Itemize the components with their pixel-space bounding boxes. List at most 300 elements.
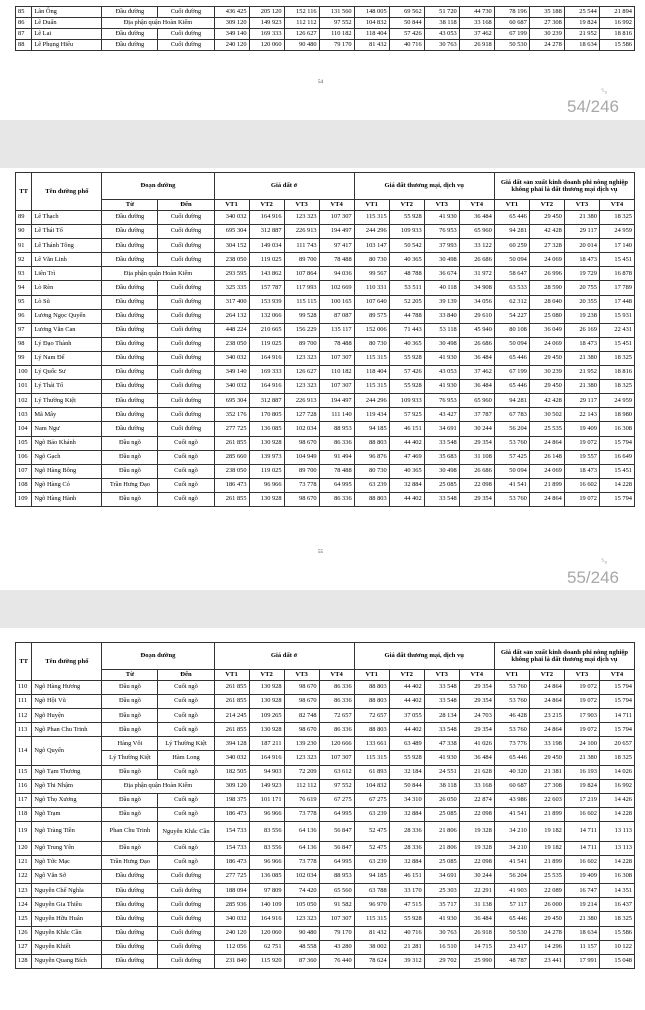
cell-tt: 120 [16,841,32,855]
cell-price: 40 118 [424,281,459,295]
cell-price: 52 205 [389,295,424,309]
cell-price: 169 333 [249,29,284,40]
cell-price: 24 069 [529,253,564,267]
cell-price: 21 380 [564,351,599,365]
cell-price: 40 320 [494,765,529,779]
cell-price: 88 803 [354,695,389,709]
cell-price: 88 803 [354,723,389,737]
cell-price: 29 354 [459,723,494,737]
col-header-vt: VT2 [389,200,424,211]
table-row [16,253,635,267]
col-header-nonagri: Giá đất sản xuất kinh doanh phi nông nghiệp không phải là đất thương mại dịch vụ [494,643,634,670]
cell-price: 63 788 [354,884,389,898]
cell-price: 136 085 [249,422,284,436]
cell-price: 33 548 [424,723,459,737]
cell-price: 41 026 [459,737,494,751]
cell-price: 18 634 [564,40,599,51]
table-row [16,29,635,40]
cell-from: Đầu đường [102,422,158,436]
table-row [16,281,635,295]
table-row [16,723,635,737]
cell-from: Đầu đường [102,380,158,394]
cell-price: 34 691 [424,422,459,436]
cell-price: 29 702 [424,954,459,968]
table-row [16,940,635,954]
cell-tt: 94 [16,281,32,295]
cell-price: 72 657 [354,709,389,723]
cell-tt: 125 [16,912,32,926]
cell-price: 38 002 [354,940,389,954]
cell-price: 54 227 [494,309,529,323]
col-header-vt: VT2 [529,200,564,211]
cell-price: 63 239 [354,807,389,821]
cell-tt: 92 [16,253,32,267]
cell-price: 19 072 [564,436,599,450]
cell-to: Cuối đường [158,898,214,912]
cell-price: 695 304 [214,225,249,239]
cell-price: 52 475 [354,841,389,855]
cell-street-name: Nguyễn Khắc Cần [32,926,102,940]
cell-price: 304 152 [214,239,249,253]
cell-price: 64 995 [319,478,354,492]
cell-price: 99 528 [284,309,319,323]
cell-from: Hàng Vôi [102,737,158,751]
cell-price: 52 475 [354,821,389,841]
cell-to: Cuối đường [158,7,214,18]
cell-price: 238 050 [214,337,249,351]
cell-price: 20 657 [599,737,634,751]
cell-price: 87 360 [284,954,319,968]
cell-price: 25 080 [529,309,564,323]
cell-street-name: Ngõ Trạm [32,807,102,821]
cell-price: 240 120 [214,926,249,940]
cell-price: 231 840 [214,954,249,968]
cell-price: 264 132 [214,309,249,323]
cell-price: 14 426 [599,793,634,807]
cell-price: 57 925 [389,408,424,422]
table-row [16,954,635,968]
cell-price: 60 687 [494,18,529,29]
cell-to: Nguyễn Khắc Cần [158,821,214,841]
cell-price: 97 552 [319,18,354,29]
cell-price: 18 325 [599,912,634,926]
cell-price: 26 000 [529,898,564,912]
cell-price: 63 239 [354,856,389,870]
col-header-tt: TT [16,173,32,211]
cell-price: 16 308 [599,422,634,436]
cell-price: 89 575 [354,309,389,323]
cell-price: 55 928 [389,351,424,365]
table-row [16,380,635,394]
table-row [16,821,635,841]
cell-price: 50 530 [494,40,529,51]
cell-price: 16 437 [599,898,634,912]
cell-price: 40 365 [389,337,424,351]
table-row [16,478,635,492]
cell-price: 101 171 [249,793,284,807]
cell-price: 65 446 [494,912,529,926]
cell-tt: 117 [16,793,32,807]
cell-price: 15 794 [599,695,634,709]
cell-price: 25 535 [529,422,564,436]
cell-tt: 85 [16,7,32,18]
table-row [16,870,635,884]
cell-price: 22 291 [459,884,494,898]
cell-price: 23 441 [529,954,564,968]
cell-price: 34 691 [424,870,459,884]
cell-price: 39 312 [389,954,424,968]
cell-price: 44 730 [459,7,494,18]
cell-price: 118 404 [354,366,389,380]
cell-price: 96 966 [249,856,284,870]
cell-price: 14 026 [599,765,634,779]
cell-price: 13 113 [599,821,634,841]
cell-price: 21 281 [389,940,424,954]
table-row [16,492,635,506]
cell-price: 14 715 [459,940,494,954]
cell-price: 14 228 [599,478,634,492]
cell-price: 63 533 [494,281,529,295]
table-row [16,351,635,365]
cell-price: 96 966 [249,478,284,492]
table-row [16,450,635,464]
cell-from: Đầu đường [102,366,158,380]
cell-price: 244 296 [354,394,389,408]
cell-price: 86 336 [319,436,354,450]
cell-to: Cuối ngõ [158,723,214,737]
cell-price: 34 310 [389,793,424,807]
cell-price: 83 556 [249,821,284,841]
cell-from: Đầu ngõ [102,464,158,478]
cell-price: 94 036 [319,267,354,281]
cell-price: 19 238 [564,309,599,323]
cell-price: 186 473 [214,478,249,492]
cell-from: Đầu đường [102,309,158,323]
col-header-vt: VT1 [354,200,389,211]
cell-price: 33 170 [389,884,424,898]
cell-price: 57 425 [494,450,529,464]
cell-price: 88 803 [354,681,389,695]
cell-price: 109 933 [389,225,424,239]
cell-price: 15 586 [599,926,634,940]
cell-to: Cuối ngõ [158,492,214,506]
cell-price: 35 717 [424,898,459,912]
cell-price: 28 336 [389,821,424,841]
cell-price: 22 603 [529,793,564,807]
cell-tt: 89 [16,211,32,225]
cell-from: Đầu đường [102,394,158,408]
cell-price: 76 953 [424,225,459,239]
cell-price: 30 239 [529,29,564,40]
cell-price: 120 060 [249,926,284,940]
cell-price: 67 199 [494,366,529,380]
cell-price: 62 751 [249,940,284,954]
cell-price: 78 488 [319,337,354,351]
cell-price: 55 928 [389,751,424,765]
cell-price: 18 325 [599,751,634,765]
cell-price: 14 711 [564,841,599,855]
cell-price: 16 992 [599,779,634,793]
cell-price: 194 497 [319,225,354,239]
cell-price: 69 562 [389,7,424,18]
cell-price: 110 331 [354,281,389,295]
cell-price: 53 760 [494,681,529,695]
cell-price: 19 729 [564,267,599,281]
cell-price: 22 089 [529,884,564,898]
cell-to: Cuối đường [158,408,214,422]
col-header-vt: VT2 [389,670,424,681]
cell-price: 123 323 [284,751,319,765]
cell-price: 24 069 [529,337,564,351]
cell-price: 65 560 [319,884,354,898]
cell-price: 154 733 [214,841,249,855]
cell-price: 240 120 [214,40,249,51]
cell-from: Đầu đường [102,40,158,51]
cell-price: 74 420 [284,884,319,898]
table-row [16,295,635,309]
col-header-segment: Đoạn đường [102,643,214,670]
cell-price: 94 903 [249,765,284,779]
cell-price: 120 060 [249,40,284,51]
cell-to: Cuối đường [158,309,214,323]
cell-to: Cuối ngõ [158,695,214,709]
footer-page-number: 54 [318,80,323,85]
cell-price: 130 928 [249,492,284,506]
cell-price: 43 053 [424,29,459,40]
cell-price: 19 409 [564,422,599,436]
cell-to: Cuối đường [158,422,214,436]
col-header-vt: VT3 [424,200,459,211]
cell-price: 18 816 [599,29,634,40]
col-header-vt: VT3 [564,200,599,211]
cell-price: 157 787 [249,281,284,295]
cell-price: 436 425 [214,7,249,18]
cell-segment: Địa phận quận Hoàn Kiếm [102,267,214,281]
cell-price: 312 887 [249,225,284,239]
cell-price: 24 551 [424,765,459,779]
cell-to: Cuối đường [158,366,214,380]
cell-price: 24 864 [529,492,564,506]
cell-price: 33 548 [424,492,459,506]
cell-price: 102 034 [284,422,319,436]
cell-price: 19 214 [564,898,599,912]
cell-price: 29 117 [564,394,599,408]
cell-price: 33 122 [459,239,494,253]
cell-price: 78 624 [354,954,389,968]
cell-price: 28 040 [529,295,564,309]
cell-price: 34 210 [494,821,529,841]
cell-price: 28 134 [424,709,459,723]
cell-price: 15 048 [599,954,634,968]
cell-price: 24 864 [529,723,564,737]
cell-price: 27 308 [529,18,564,29]
cell-price: 340 032 [214,912,249,926]
cell-price: 65 446 [494,351,529,365]
cell-price: 16 747 [564,884,599,898]
cell-price: 340 032 [214,211,249,225]
cell-to: Cuối đường [158,954,214,968]
cell-tt: 101 [16,380,32,394]
cell-price: 118 404 [354,29,389,40]
cell-price: 82 748 [284,709,319,723]
cell-price: 97 809 [249,884,284,898]
cell-street-name: Lý Thái Tổ [32,380,102,394]
cell-price: 15 931 [599,309,634,323]
cell-price: 22 098 [459,856,494,870]
cell-price: 16 602 [564,478,599,492]
cell-price: 309 120 [214,779,249,793]
table-row [16,751,635,765]
cell-price: 115 315 [354,211,389,225]
cell-price: 30 763 [424,926,459,940]
cell-price: 44 402 [389,695,424,709]
cell-price: 22 431 [599,323,634,337]
cell-price: 89 700 [284,253,319,267]
cell-price: 102 034 [284,870,319,884]
cell-from: Đầu đường [102,351,158,365]
cell-price: 46 151 [389,422,424,436]
cell-price: 277 725 [214,422,249,436]
cell-price: 56 847 [319,841,354,855]
cell-price: 261 855 [214,723,249,737]
col-header-vt: VT4 [319,200,354,211]
col-header-vt: VT1 [494,200,529,211]
cell-price: 293 595 [214,267,249,281]
table-row [16,366,635,380]
cell-to: Cuối ngõ [158,681,214,695]
cell-price: 153 939 [249,295,284,309]
table-row [16,709,635,723]
cell-price: 14 711 [564,821,599,841]
cell-price: 26 686 [459,464,494,478]
cell-price: 98 670 [284,492,319,506]
cell-price: 88 953 [319,422,354,436]
cell-price: 29 450 [529,751,564,765]
cell-price: 50 094 [494,253,529,267]
cell-price: 34 056 [459,295,494,309]
table-row [16,695,635,709]
col-header-vt: VT1 [214,200,249,211]
cell-street-name: Ngõ Gạch [32,450,102,464]
cell-price: 119 025 [249,464,284,478]
cell-from: Đầu đường [102,211,158,225]
cell-price: 47 515 [389,898,424,912]
cell-from: Đầu đường [102,408,158,422]
cell-price: 130 928 [249,436,284,450]
cell-price: 41 541 [494,807,529,821]
cell-price: 96 970 [354,898,389,912]
cell-from: Đầu đường [102,323,158,337]
cell-price: 115 315 [354,751,389,765]
cell-price: 394 128 [214,737,249,751]
table-row [16,436,635,450]
cell-from: Lý Thường Kiệt [102,751,158,765]
cell-street-name: Ngõ Hội Vũ [32,695,102,709]
cell-price: 91 494 [319,450,354,464]
cell-tt: 100 [16,366,32,380]
cell-price: 340 032 [214,751,249,765]
cell-price: 72 657 [319,709,354,723]
cell-price: 152 006 [354,323,389,337]
cell-price: 103 147 [354,239,389,253]
cell-to: Cuối đường [158,323,214,337]
col-header-tt: TT [16,643,32,681]
cell-tt: 108 [16,478,32,492]
col-header-commercial: Giá đất thương mại, dịch vụ [354,643,494,670]
cell-tt: 115 [16,765,32,779]
cell-price: 194 497 [319,394,354,408]
cell-price: 94 185 [354,870,389,884]
cell-price: 57 426 [389,29,424,40]
cell-price: 22 098 [459,478,494,492]
cell-price: 25 535 [529,870,564,884]
cell-price: 50 542 [389,239,424,253]
cell-price: 53 118 [424,323,459,337]
cell-from: Đầu đường [102,870,158,884]
cell-street-name: Lê Văn Linh [32,253,102,267]
cell-price: 126 627 [284,366,319,380]
cell-price: 50 844 [389,779,424,793]
cell-to: Cuối đường [158,225,214,239]
cell-price: 210 665 [249,323,284,337]
col-header-commercial: Giá đất thương mại, dịch vụ [354,173,494,200]
cell-price: 44 402 [389,436,424,450]
cell-price: 14 228 [599,807,634,821]
col-header-vt: VT3 [424,670,459,681]
cell-price: 78 488 [319,464,354,478]
cell-price: 80 730 [354,464,389,478]
cell-price: 21 628 [459,765,494,779]
cell-tt: 127 [16,940,32,954]
cell-tt: 88 [16,40,32,51]
cell-tt: 113 [16,723,32,737]
cell-price: 105 050 [284,898,319,912]
table-row [16,211,635,225]
table-row [16,18,635,29]
cell-from: Đầu ngõ [102,681,158,695]
cell-price: 149 034 [249,239,284,253]
cell-to: Cuối đường [158,211,214,225]
cell-price: 15 451 [599,464,634,478]
cell-price: 64 136 [284,821,319,841]
page-corner-mark: ⁵₃ [601,88,607,95]
cell-price: 47 338 [424,737,459,751]
cell-price: 104 949 [284,450,319,464]
cell-price: 38 118 [424,779,459,793]
cell-price: 19 824 [564,18,599,29]
cell-price: 36 484 [459,351,494,365]
cell-price: 112 112 [284,18,319,29]
cell-price: 186 473 [214,807,249,821]
cell-price: 16 308 [599,870,634,884]
cell-tt: 96 [16,309,32,323]
cell-street-name: Lê Thái Tổ [32,225,102,239]
cell-price: 136 085 [249,870,284,884]
cell-price: 18 473 [564,337,599,351]
cell-from: Đầu đường [102,239,158,253]
cell-price: 57 117 [494,898,529,912]
cell-price: 98 670 [284,436,319,450]
cell-price: 164 916 [249,351,284,365]
cell-price: 164 916 [249,211,284,225]
cell-price: 18 325 [599,380,634,394]
cell-price: 43 280 [319,940,354,954]
cell-price: 24 100 [564,737,599,751]
cell-price: 130 928 [249,723,284,737]
cell-price: 139 973 [249,450,284,464]
cell-to: Cuối đường [158,912,214,926]
table-row [16,765,635,779]
